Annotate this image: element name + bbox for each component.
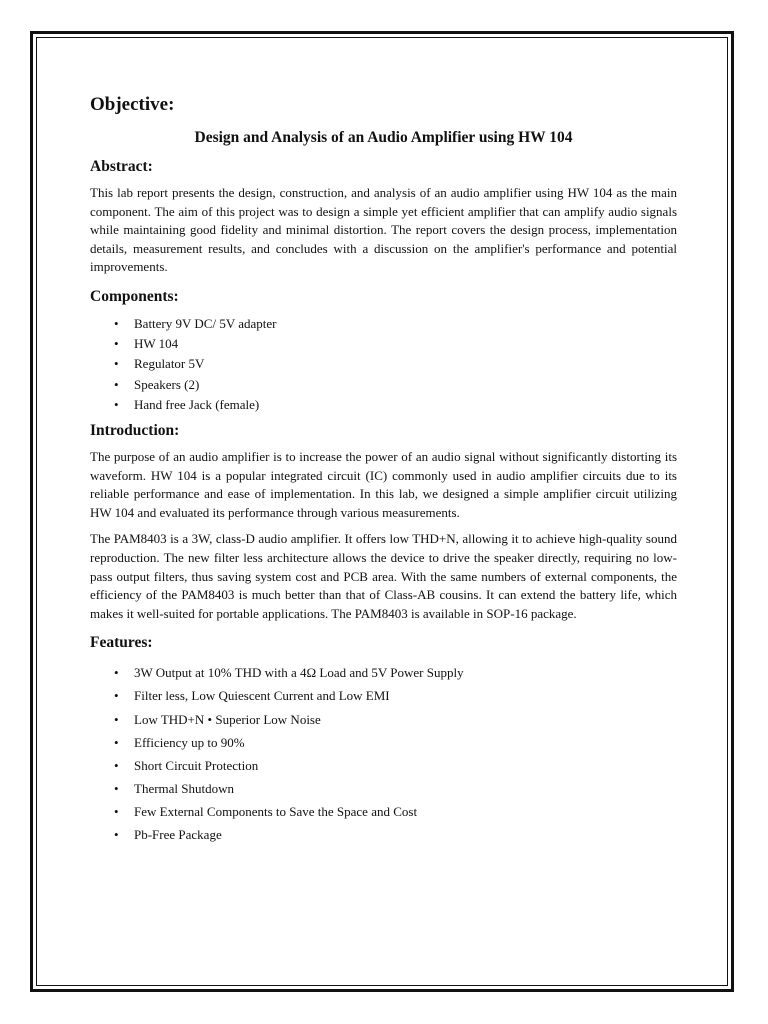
components-list (90, 314, 677, 415)
report-title: Design and Analysis of an Audio Amplifier using HW 104 (194, 129, 573, 146)
introduction-heading: Introduction: (90, 421, 180, 439)
objective-heading: Objective: (90, 94, 175, 115)
list-item: • Hand free Jack (female) (134, 395, 677, 415)
list-item: • Short Circuit Protection (134, 754, 677, 777)
abstract-text: This lab report presents the design, construction, and analysis of an audio amplifier using HW 104 as the main component. The aim of this project was to design a simple yet efficient amplifier that can amplify audio signals while maintaining good fidelity and minimal distortion. The report covers the design process, implementation details, measurement results, and concludes with a discussion on the amplifier's performance and potential improvements. (90, 185, 677, 275)
list-item: • Regulator 5V (134, 354, 677, 374)
introduction-paragraph: The purpose of an audio amplifier is to increase the power of an audio signal without significantly distorting its waveform. HW 104 is a popular integrated circuit (IC) commonly used in audio amplifier circuits due to its reliable performance and ease of implementation. In this lab, we designed a simple amplifier circuit utilizing HW 104 and evaluated its performance through various measurements. (90, 448, 677, 520)
list-item: • Low THD+N • Superior Low Noise (134, 708, 677, 731)
list-item: • Filter less, Low Quiescent Current and Low EMI (134, 684, 677, 707)
components-heading: Components: (90, 287, 179, 305)
abstract-heading: Abstract: (90, 158, 153, 175)
document-body (90, 91, 677, 852)
list-item: • Battery 9V DC/ 5V adapter (134, 314, 677, 334)
list-item: • Speakers (2) (134, 375, 677, 395)
list-item: • Efficiency up to 90% (134, 731, 677, 754)
list-item: • HW 104 (134, 334, 677, 354)
list-item: • 3W Output at 10% THD with a 4Ω Load and 5V Power Supply (134, 661, 677, 684)
features-heading: Features: (90, 634, 153, 652)
introduction-paragraph: The PAM8403 is a 3W, class-D audio amplifier. It offers low THD+N, allowing it to achieve high-quality sound reproduction. The new filter less architecture allows the device to drive the speaker directly, requiring no low-pass output filters, thus saving system cost and PCB area. With the same numbers of external components, the efficiency of the PAM8403 is much better than that of Class-AB cousins. It can extend the battery life, which makes it well-suited for portable applications. The PAM8403 is available in SOP-16 package. (90, 531, 677, 621)
list-item: • Pb-Free Package (134, 823, 677, 846)
features-list (90, 661, 677, 846)
list-item: • Thermal Shutdown (134, 777, 677, 800)
list-item: • Few External Components to Save the Space and Cost (134, 800, 677, 823)
